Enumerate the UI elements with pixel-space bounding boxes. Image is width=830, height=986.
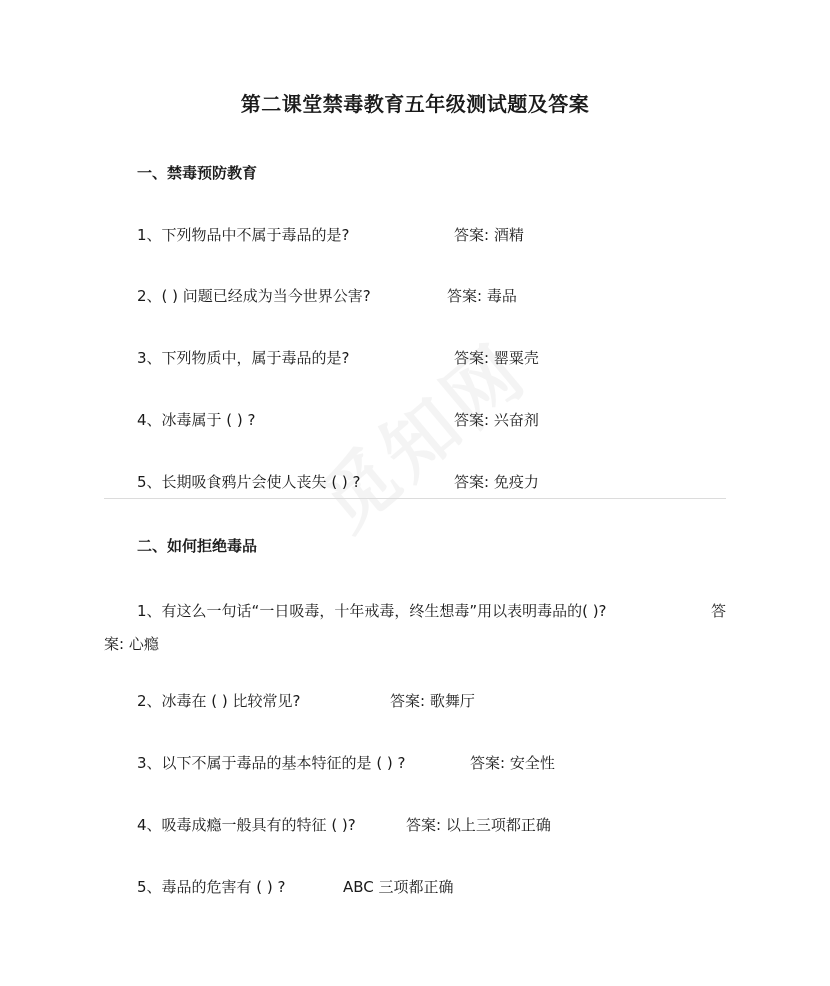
section-heading-2: 二、如何拒绝毒品 <box>137 537 258 555</box>
question-text: 2、( ) 问题已经成为当今世界公害? <box>137 287 371 305</box>
page-title: 第二课堂禁毒教育五年级测试题及答案 <box>240 92 590 116</box>
question-answer: 案: 心瘾 <box>104 635 159 653</box>
question-text: 3、下列物质中，属于毒品的是? <box>137 349 350 367</box>
question-text: 5、毒品的危害有 ( ) ? <box>137 878 286 896</box>
question-2-3 <box>137 752 555 773</box>
question-1-4 <box>137 409 539 430</box>
question-answer: 答案: 免疫力 <box>454 473 539 491</box>
question-text: 2、冰毒在 ( ) 比较常见? <box>137 692 301 710</box>
question-2-1 <box>104 595 726 661</box>
question-text: 1、有这么一句话“一日吸毒，十年戒毒，终生想毒”用以表明毒品的( )? <box>137 602 607 620</box>
question-2-5 <box>137 876 454 897</box>
question-text-wrap: 答 <box>710 602 726 620</box>
question-answer: 答案: 酒精 <box>454 226 524 244</box>
question-text: 3、以下不属于毒品的基本特征的是 ( ) ? <box>137 754 406 772</box>
question-2-2 <box>137 690 475 711</box>
question-2-4 <box>137 814 551 835</box>
question-1-3 <box>137 347 539 368</box>
question-answer: 答案: 毒品 <box>447 287 517 305</box>
section-heading-1: 一、禁毒预防教育 <box>137 164 258 182</box>
question-text: 4、冰毒属于 ( ) ? <box>137 411 256 429</box>
question-answer: 答案: 歌舞厅 <box>390 692 475 710</box>
question-answer: 答案: 以上三项都正确 <box>406 816 551 834</box>
question-answer: 答案: 罂粟壳 <box>454 349 539 367</box>
question-answer: ABC 三项都正确 <box>343 878 454 896</box>
question-1-1 <box>137 224 524 245</box>
page-divider <box>104 498 726 499</box>
question-answer: 答案: 兴奋剂 <box>454 411 539 429</box>
question-1-5 <box>137 471 539 492</box>
question-text: 1、下列物品中不属于毒品的是? <box>137 226 350 244</box>
question-text: 5、长期吸食鸦片会使人丧失 ( ) ? <box>137 473 361 491</box>
question-1-2 <box>137 285 517 306</box>
question-text: 4、吸毒成瘾一般具有的特征 ( )? <box>137 816 356 834</box>
question-answer: 答案: 安全性 <box>470 754 555 772</box>
